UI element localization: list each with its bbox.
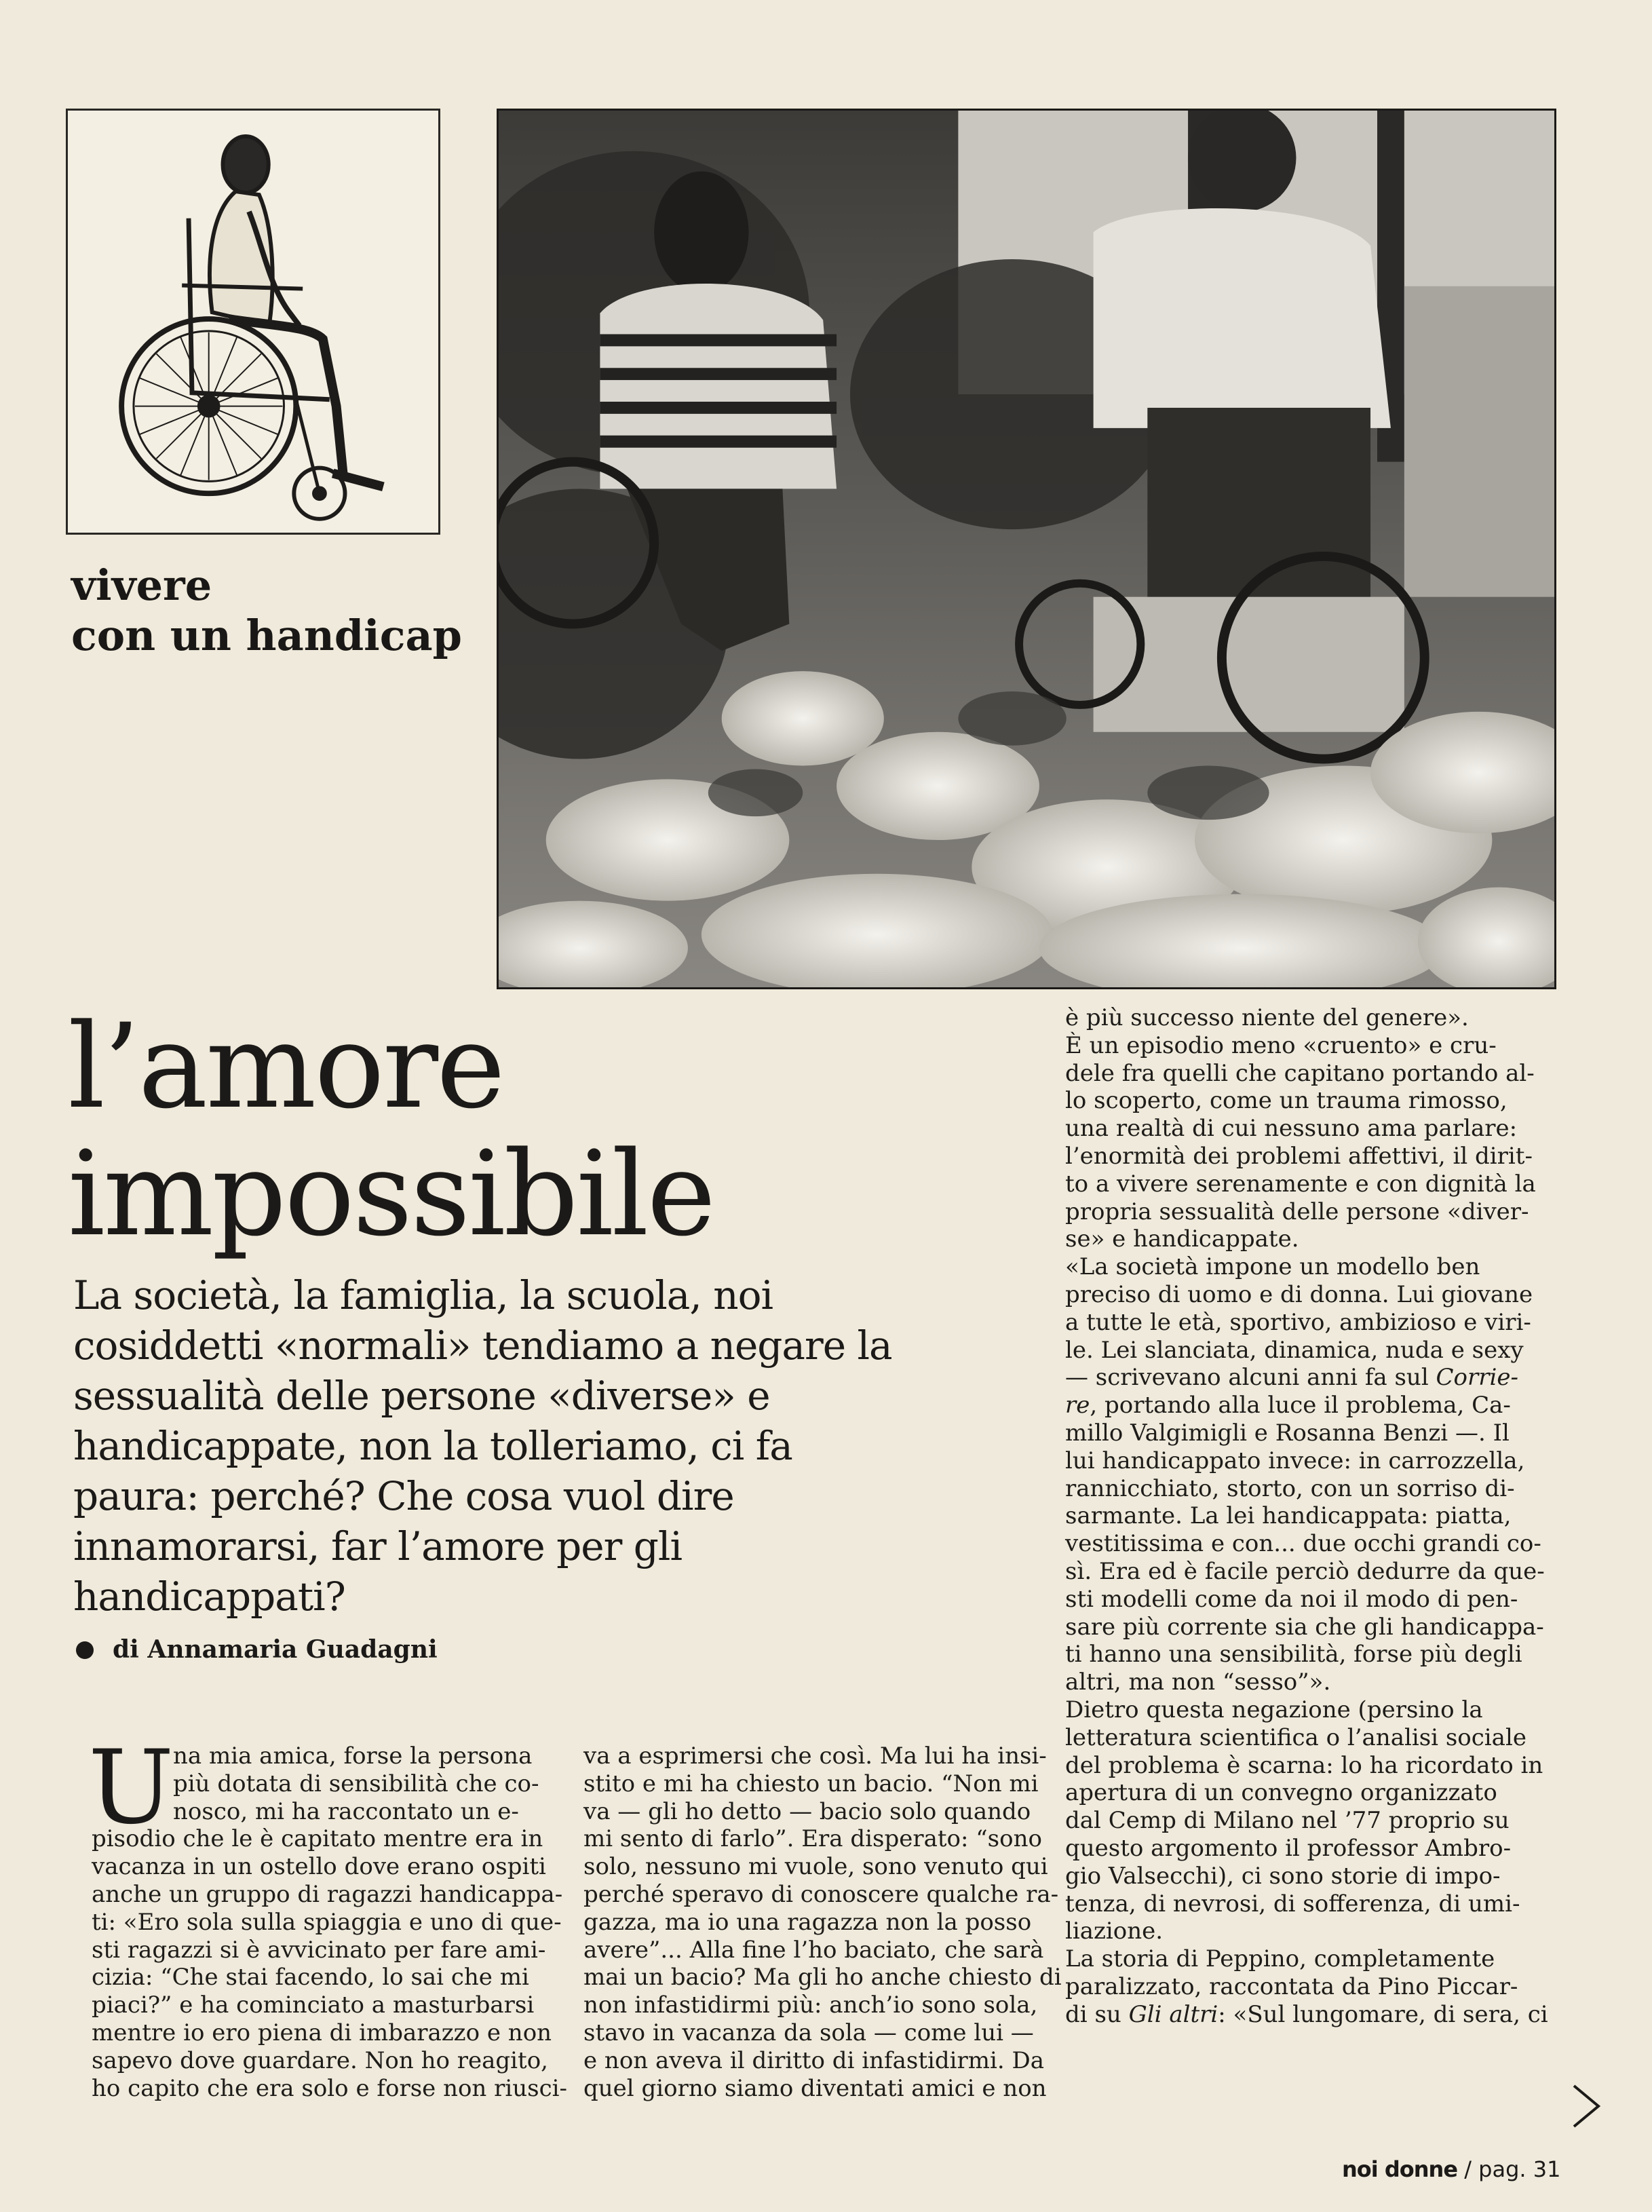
- text-line: sapevo dove guardare. Non ho reagito,: [92, 2046, 548, 2074]
- magazine-name: noi donne: [1342, 2156, 1458, 2182]
- text-line: gazza, ma io una ragazza non la posso: [583, 1908, 1032, 1936]
- text-line: stito e mi ha chiesto un bacio. “Non mi: [583, 1770, 1039, 1797]
- continue-arrow-icon: [1571, 2083, 1601, 2129]
- text-line: — scrivevano alcuni anni fa sul Corrie-: [1065, 1364, 1518, 1392]
- text-line: propria sessualità delle persone «diver-: [1065, 1198, 1529, 1225]
- photo-two-men-in-wheelchairs: [497, 109, 1556, 989]
- text-line: lo scoperto, come un trauma rimosso,: [1065, 1087, 1507, 1115]
- deck-line: paura: perché? Che cosa vuol dire: [73, 1473, 734, 1519]
- text-line: È un episodio meno «cruento» e cru-: [1065, 1031, 1497, 1059]
- text-line: mai un bacio? Ma gli ho anche chiesto di: [583, 1964, 1062, 1991]
- wheelchair-drawing: [68, 111, 438, 533]
- text-line: mentre io ero piena di imbarazzo e non: [92, 2019, 552, 2046]
- article-column-1: [92, 1742, 568, 2102]
- text-line: paralizzato, raccontata da Pino Piccar-: [1065, 1972, 1518, 2000]
- text-line: questo argomento il professor Ambro-: [1065, 1834, 1512, 1862]
- headline-line-1: l’amore: [68, 998, 503, 1134]
- text-line: più dotata di sensibilità che co-: [173, 1770, 539, 1797]
- byline: [76, 1635, 438, 1664]
- text-line: non infastidirmi più: anch’io sono sola,: [583, 1991, 1038, 2019]
- text-line: e non aveva il diritto di infastidirmi. Da: [583, 2046, 1045, 2074]
- article-column-3: [1065, 1004, 1560, 2028]
- text-line: sarmante. La lei handicappata: piatta,: [1065, 1502, 1512, 1530]
- text-line: una realtà di cui nessuno ama parlare:: [1065, 1115, 1518, 1143]
- text-line: a tutte le età, sportivo, ambizioso e viri-: [1065, 1308, 1531, 1336]
- deck-line: sessualità delle persone «diverse» e: [73, 1373, 770, 1419]
- page-number: / pag. 31: [1464, 2156, 1561, 2182]
- text-line: vacanza in un ostello dove erano ospiti: [92, 1853, 546, 1881]
- text-line: letteratura scientifica o l’analisi sociale: [1065, 1723, 1526, 1751]
- deck-line: handicappate, non la tolleriamo, ci fa: [73, 1423, 792, 1469]
- text-line: preciso di uomo e di donna. Lui giovane: [1065, 1280, 1533, 1308]
- text-line: stavo in vacanza da sola — come lui —: [583, 2019, 1034, 2046]
- text-line: tenza, di nevrosi, di sofferenza, di umi-: [1065, 1890, 1520, 1918]
- text-line: vestitissima e con... due occhi grandi co-: [1065, 1530, 1541, 1558]
- text-line: dele fra quelli che capitano portando al-: [1065, 1059, 1535, 1087]
- text-line: sti modelli come da noi il modo di pen-: [1065, 1585, 1518, 1613]
- text-line: se» e handicappate.: [1065, 1225, 1299, 1253]
- text-line: avere”... Alla fine l’ho baciato, che sarà: [583, 1936, 1044, 1964]
- text-line: La storia di Peppino, completamente: [1065, 1945, 1495, 1973]
- text-line: na mia amica, forse la persona: [173, 1742, 533, 1770]
- text-line: rannicchiato, storto, con un sorriso di-: [1065, 1474, 1515, 1502]
- text-line: l’enormità dei problemi affettivi, il dirit-: [1065, 1142, 1533, 1170]
- text-line: pisodio che le è capitato mentre era in: [92, 1825, 543, 1853]
- text-line: liazione.: [1065, 1918, 1164, 1945]
- text-line: quel giorno siamo diventati amici e non: [583, 2074, 1047, 2102]
- text-line: piaci?” e ha cominciato a masturbarsi: [92, 1991, 535, 2019]
- kicker-line-1: vivere: [71, 560, 212, 610]
- text-line: del problema è scarna: lo ha ricordato in: [1065, 1751, 1543, 1779]
- wheelchair-illustration: [66, 109, 440, 535]
- text-line: di su Gli altri: «Sul lungomare, di sera, ci: [1065, 2000, 1548, 2028]
- text-line: millo Valgimigli e Rosanna Benzi —. Il: [1065, 1419, 1510, 1447]
- bullet-icon: [76, 1641, 94, 1659]
- text-line: «La società impone un modello ben: [1065, 1253, 1480, 1281]
- byline-author: di Annamaria Guadagni: [113, 1635, 438, 1664]
- text-line: perché speravo di conoscere qualche ra-: [583, 1880, 1059, 1908]
- text-line: to a vivere serenamente e con dignità la: [1065, 1170, 1536, 1198]
- photo-drawing: [499, 111, 1554, 987]
- deck-line: La società, la famiglia, la scuola, noi: [73, 1272, 773, 1318]
- text-line: lui handicappato invece: in carrozzella,: [1065, 1447, 1525, 1474]
- article-deck: [73, 1270, 1050, 1622]
- drop-cap: U: [88, 1729, 174, 1847]
- article-headline: [68, 998, 1031, 1262]
- text-line: cizia: “Che stai facendo, lo sai che mi: [92, 1964, 529, 1991]
- article-column-2: [583, 1742, 1062, 2102]
- text-line: gio Valsecchi), ci sono storie di impo-: [1065, 1862, 1501, 1890]
- text-line: re, portando alla luce il problema, Ca-: [1065, 1392, 1511, 1419]
- deck-line: handicappati?: [73, 1574, 345, 1620]
- text-line: dal Cemp di Milano nel ’77 proprio su: [1065, 1807, 1510, 1835]
- text-line: nosco, mi ha raccontato un e-: [173, 1797, 519, 1825]
- headline-line-2: impossibile: [68, 1126, 714, 1262]
- text-line: sti ragazzi si è avvicinato per fare ami-: [92, 1936, 546, 1964]
- text-line: va — gli ho detto — bacio solo quando: [583, 1797, 1031, 1825]
- text-line: va a esprimersi che così. Ma lui ha insi-: [583, 1742, 1047, 1770]
- text-line: ti: «Ero sola sulla spiaggia e uno di que-: [92, 1908, 562, 1936]
- text-line: sare più corrente sia che gli handicappa-: [1065, 1613, 1544, 1641]
- text-line: le. Lei slanciata, dinamica, nuda e sexy: [1065, 1336, 1524, 1364]
- text-line: Dietro questa negazione (persino la: [1065, 1696, 1483, 1723]
- text-line: è più successo niente del genere».: [1065, 1004, 1469, 1031]
- text-line: anche un gruppo di ragazzi handicappa-: [92, 1880, 563, 1908]
- deck-line: innamorarsi, far l’amore per gli: [73, 1523, 682, 1569]
- text-line: ti hanno una sensibilità, forse più degli: [1065, 1641, 1522, 1668]
- text-line: ho capito che era solo e forse non riusci-: [92, 2074, 568, 2102]
- deck-line: cosiddetti «normali» tendiamo a negare la: [73, 1322, 892, 1369]
- text-line: altri, ma non “sesso”».: [1065, 1668, 1331, 1696]
- text-line: mi sento di farlo”. Era disperato: “sono: [583, 1825, 1042, 1853]
- kicker-line-2: con un handicap: [71, 611, 463, 660]
- text-line: apertura di un convegno organizzato: [1065, 1779, 1497, 1807]
- page-footer: [1342, 2156, 1560, 2182]
- text-line: sì. Era ed è facile perciò dedurre da que-: [1065, 1557, 1545, 1585]
- section-kicker: [71, 560, 492, 661]
- text-line: solo, nessuno mi vuole, sono venuto qui: [583, 1853, 1048, 1881]
